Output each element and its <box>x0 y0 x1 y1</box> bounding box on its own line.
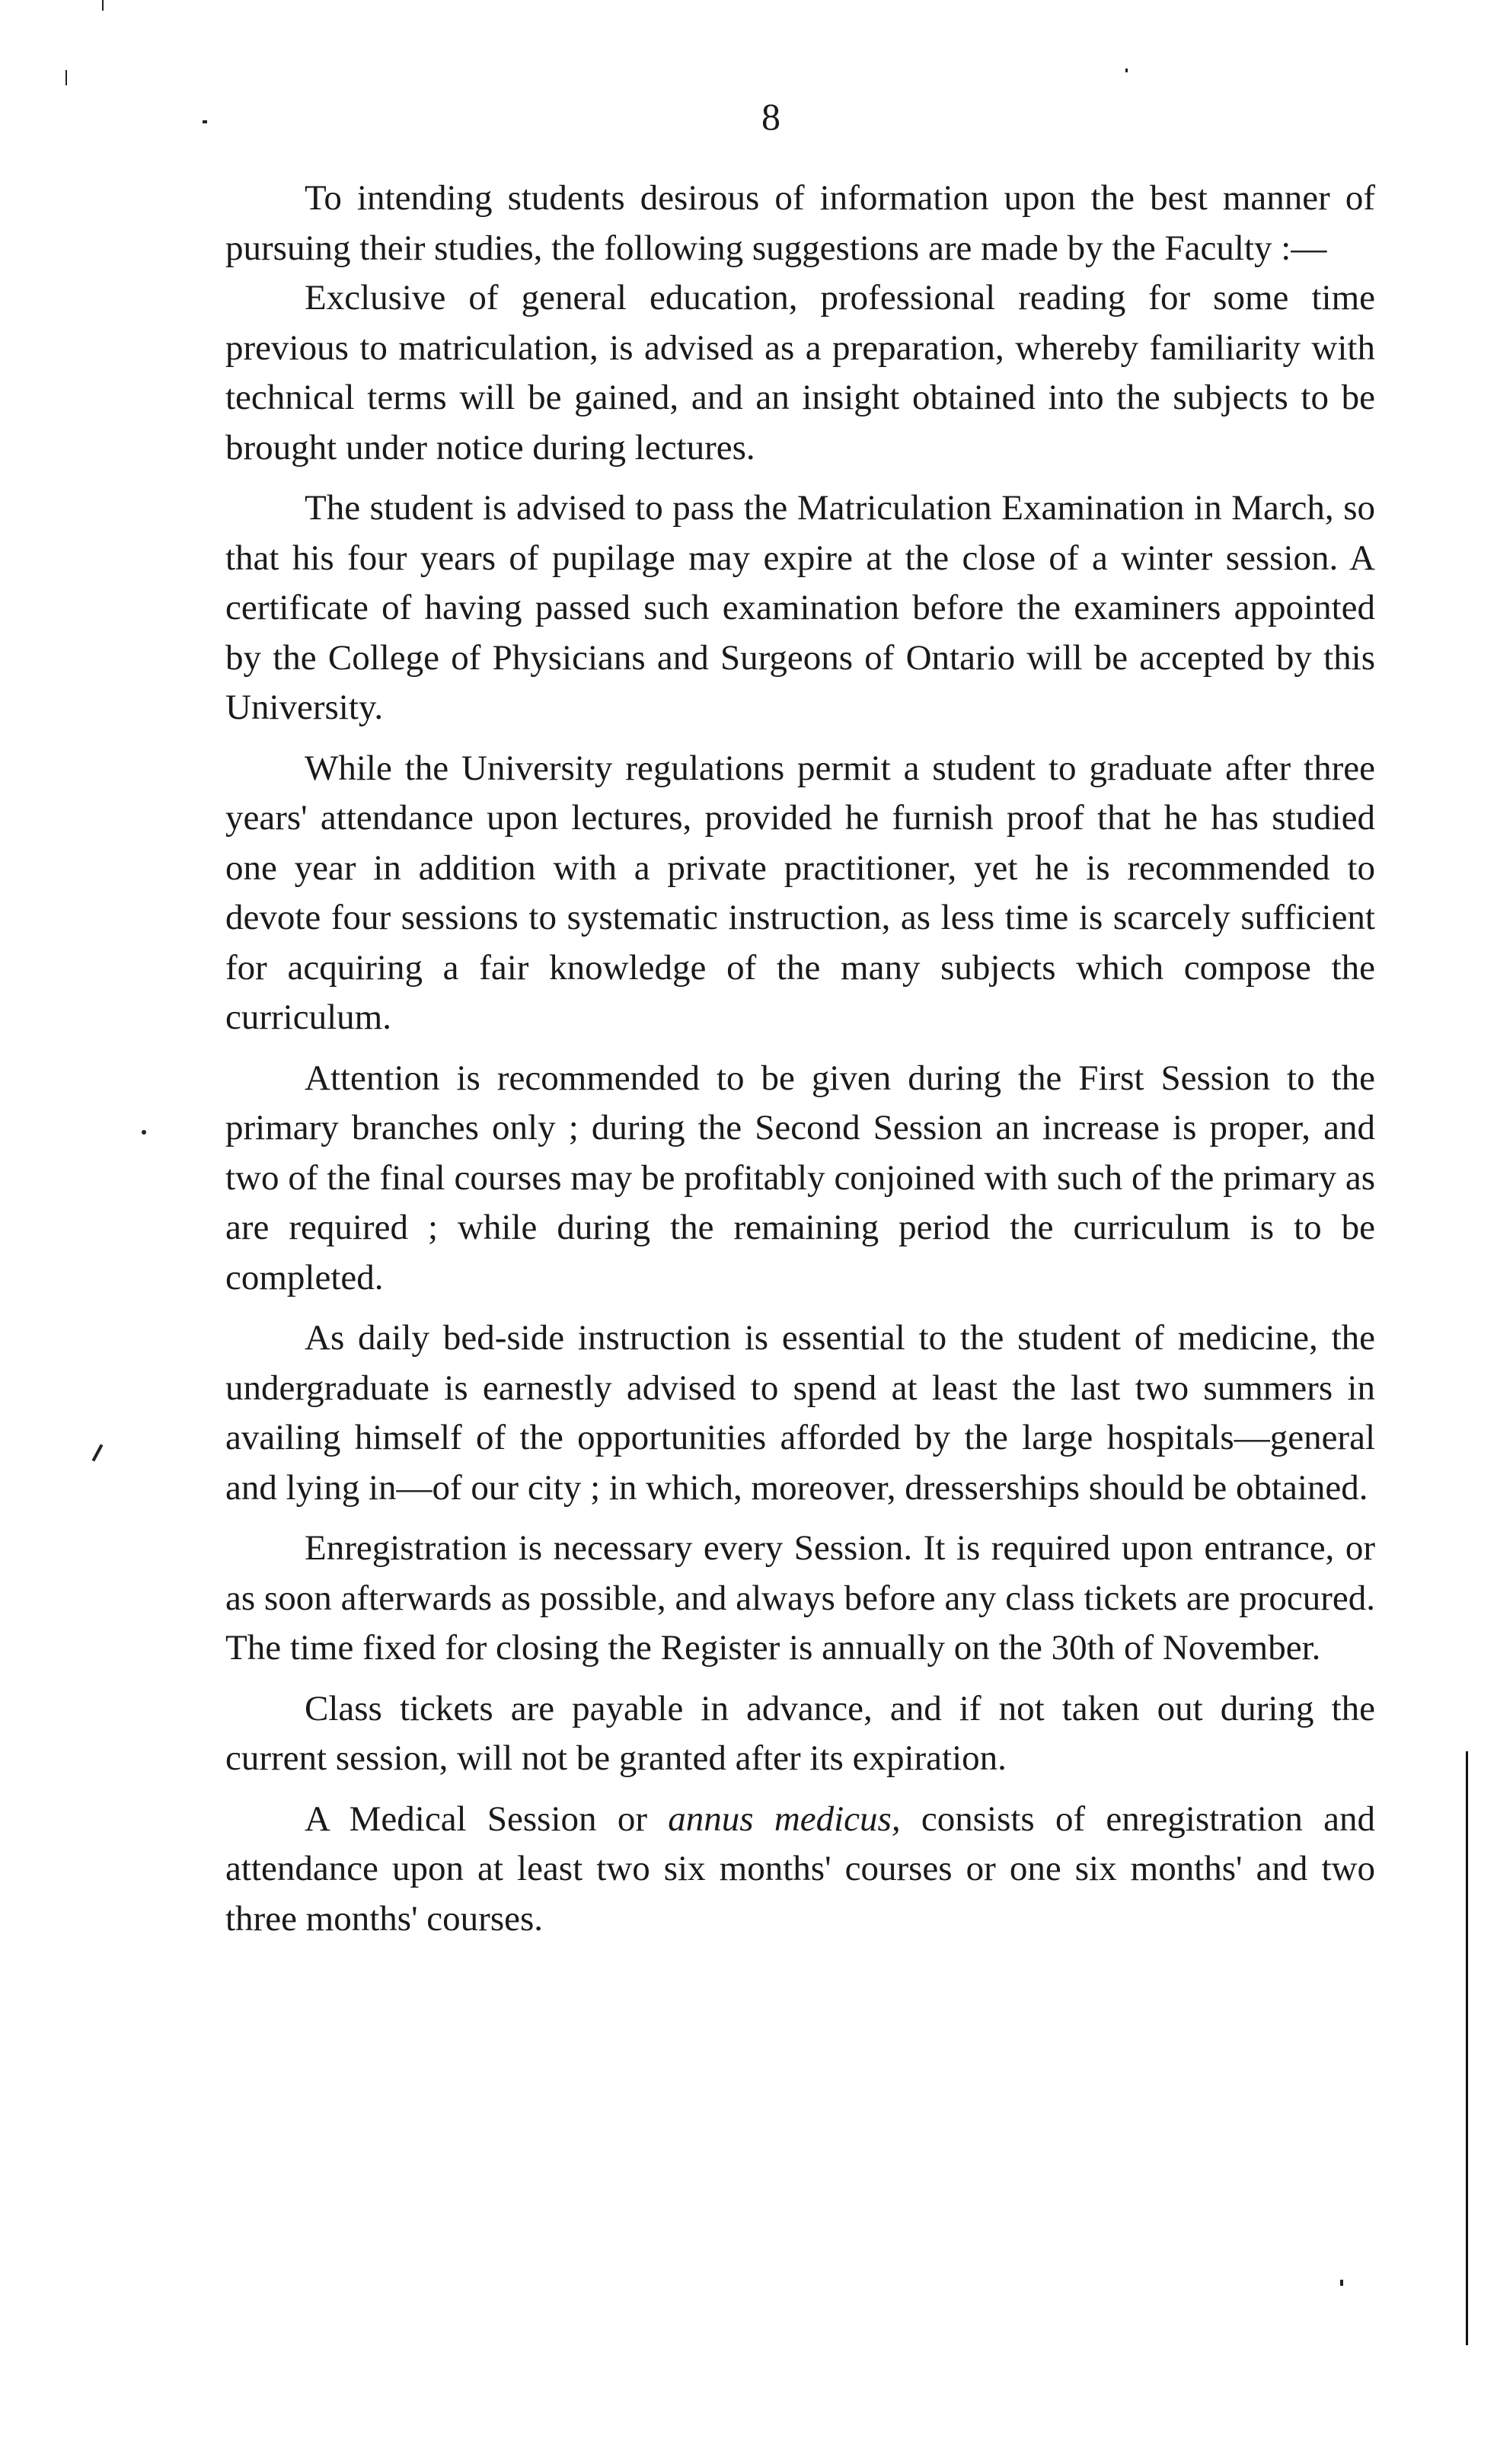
page-number: 8 <box>761 95 780 138</box>
page-body <box>225 174 1375 1944</box>
medical-session-text-before: A Medical Session or <box>305 1799 669 1839</box>
medical-session-text-after: consists of enregistration and attendance upon at least two six months' courses or one six months' and two three months' courses. <box>225 1799 1375 1939</box>
scan-mark <box>1340 2280 1343 2286</box>
medical-session-italic-term: annus medicus, <box>668 1799 901 1839</box>
paragraph-matriculation: The student is advised to pass the Matriculation Examination in March, so that his four years of pupilage may expire at the close of a winter session. A certificate of having passed such examination before the examiners appointed by the College of Physicians and Surgeons of Ontario will be accepted by this University. <box>225 488 1375 727</box>
paragraph-enregistration: Enregistration is necessary every Session. It is required upon entrance, or as soon afterwards as possible, and always before any class tickets are procured. The time fixed for closing the Register is annually on the 30th of November. <box>225 1528 1375 1668</box>
paragraph-bedside-instruction: As daily bed-side instruction is essential to the student of medicine, the undergraduate is earnestly advised to spend at least the last two summers in availing himself of the opportunities afforded by the large hospitals—general and lying in—of our city ; in which, moreover, dresserships should be obtained. <box>225 1318 1375 1508</box>
scan-mark <box>203 120 207 123</box>
paragraph-general-education: Exclusive of general education, professional reading for some time previous to matriculation, is advised as a preparation, whereby familiarity with technical terms will be gained, and an insight obtained into the subjects to be brought under notice during lectures. <box>225 278 1375 468</box>
margin-rule <box>1466 1751 1468 2345</box>
paragraph-class-tickets: Class tickets are payable in advance, and if not taken out during the current session, will not be granted after its expiration. <box>225 1688 1375 1778</box>
scan-mark <box>1125 69 1128 72</box>
scan-mark <box>142 1130 146 1135</box>
scan-mark <box>92 1444 104 1461</box>
scan-mark <box>102 0 104 11</box>
paragraph-intro: To intending students desirous of information upon the best manner of pursuing their studies, the following suggestions are made by the Faculty :— <box>225 178 1375 268</box>
scan-mark <box>65 70 67 85</box>
paragraph-sessions: Attention is recommended to be given during the First Session to the primary branches only ; during the Second Session an increase is proper, and two of the final courses may be profitably conjoined with such of the primary as are required ; while during the remaining period the curriculum is to be completed. <box>225 1058 1375 1297</box>
paragraph-attendance: While the University regulations permit a student to graduate after three years' attendance upon lectures, provided he furnish proof that he has studied one year in addition with a private practitioner, yet he is recommended to devote four sessions to systematic instruction, as less time is scarcely sufficient for acquiring a fair knowledge of the many subjects which compose the curriculum. <box>225 748 1375 1037</box>
paragraph-medical-session <box>225 1795 1375 1945</box>
